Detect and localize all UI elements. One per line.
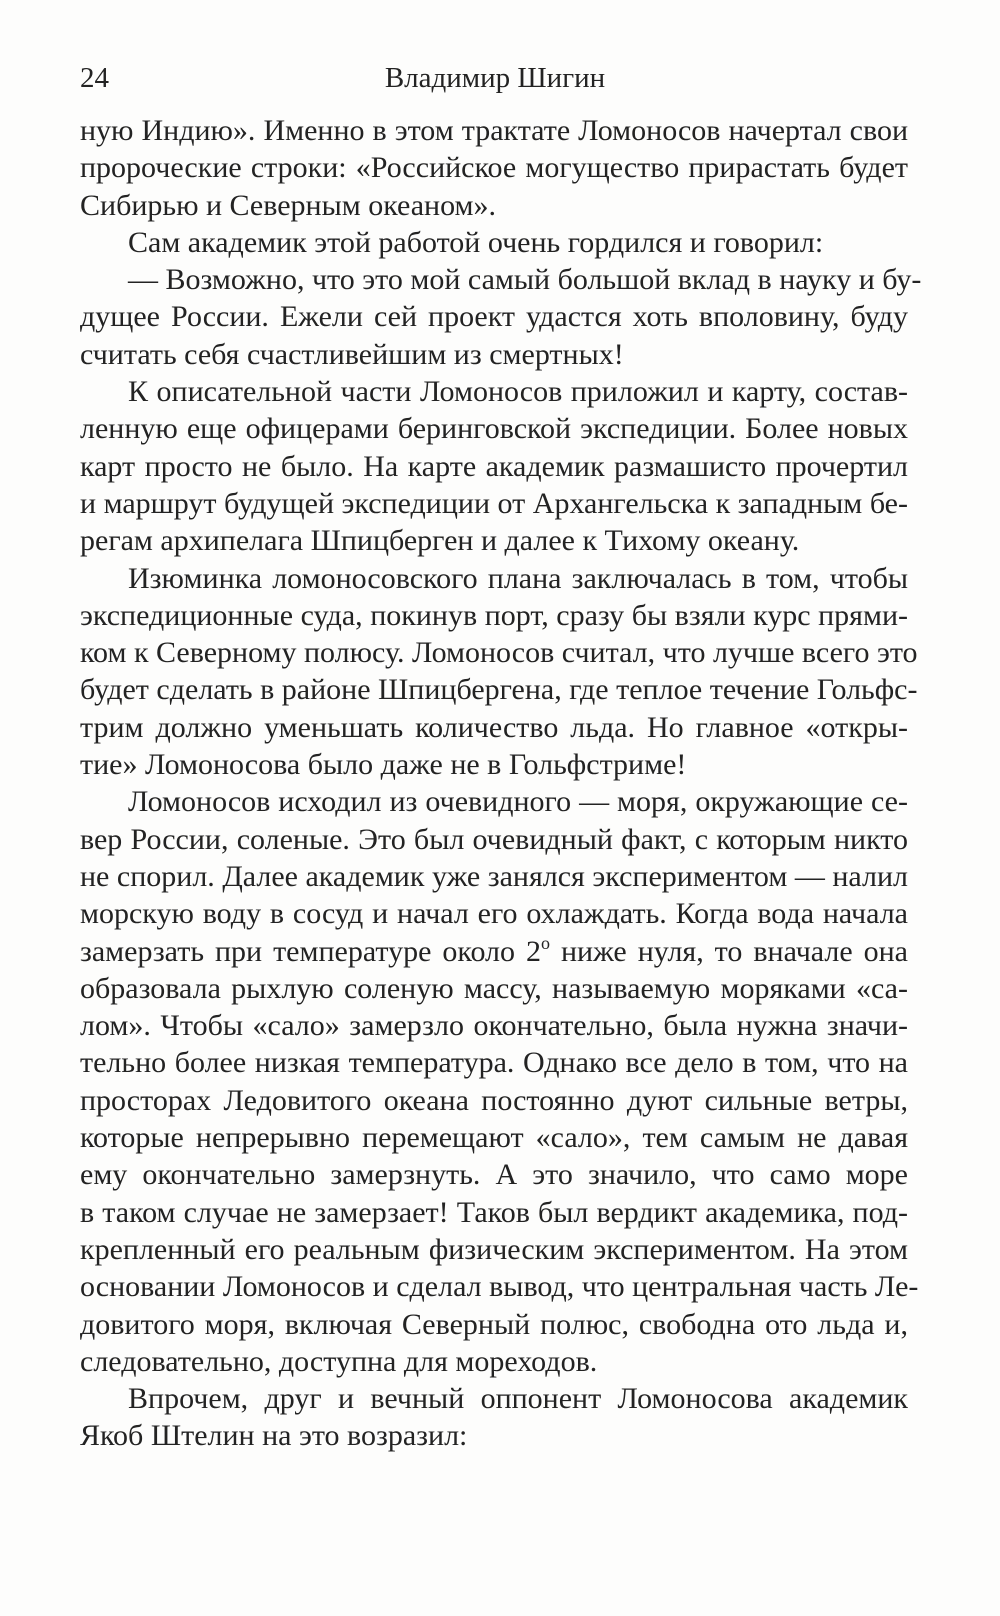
text-line: тельно более низкая температура. Однако все дело в том, что на <box>80 1046 908 1080</box>
text-line: ком к Северному полюсу. Ломоносов считал, что лучше всего это <box>80 636 918 670</box>
text-line: К описательной части Ломоносов приложил и карту, состав- <box>128 375 908 409</box>
text-line: не спорил. Далее академик уже занялся экспериментом — налил <box>80 859 908 893</box>
text-line: дущее России. Ежели сей проект удастся хоть вполовину, буду <box>80 300 908 334</box>
body-text <box>80 112 922 1455</box>
text-line: Сам академик этой работой очень гордился и говорил: <box>128 225 824 259</box>
text-line: экспедиционные суда, покинув порт, сразу бы взяли курс прями- <box>80 598 908 632</box>
text-line: Сибирью и Северным океаном». <box>80 188 497 222</box>
text-line-start: замерзать при температуре около 2 <box>80 934 541 968</box>
text-line: ленную еще офицерами беринговской экспедиции. Более новых <box>80 412 908 446</box>
text-line: ную Индию». Именно в этом трактате Ломоносов начертал свои <box>80 114 908 147</box>
text-line: следовательно, доступна для мореходов. <box>80 1344 598 1378</box>
text-line: Ломоносов исходил из очевидного — моря, окружающие се- <box>128 785 908 819</box>
text-line: считать себя счастливейшим из смертных! <box>80 337 624 371</box>
text-line: образовала рыхлую соленую массу, называемую моряками «са- <box>80 971 908 1005</box>
text-line: ему окончательно замерзнуть. А это значило, что само море <box>80 1158 908 1192</box>
text-line: Изюминка ломоносовского плана заключалась в том, чтобы <box>128 561 908 595</box>
running-title: Владимир Шигин <box>384 62 606 94</box>
text-line: просторах Ледовитого океана постоянно дуют сильные ветры, <box>80 1083 908 1117</box>
text-line: морскую воду в сосуд и начал его охлаждать. Когда вода начала <box>80 897 908 931</box>
text-line: пророческие строки: «Российское могущество прирастать будет <box>80 151 908 185</box>
text-line: — Возможно, что это мой самый большой вклад в науку и бу- <box>128 263 922 297</box>
text-line <box>80 933 908 970</box>
text-line: которые непрерывно перемещают «сало», тем самым не давая <box>80 1121 908 1155</box>
text-line: карт просто не было. На карте академик размашисто прочертил <box>80 449 908 483</box>
text-line: Якоб Штелин на это возразил: <box>80 1419 468 1453</box>
text-line: будет сделать в районе Шпицбергена, где теплое течение Гольфс- <box>80 673 918 707</box>
degree-mark: o <box>541 932 550 953</box>
text-line: Впрочем, друг и вечный оппонент Ломоносова академик <box>128 1382 908 1416</box>
page-number: 24 <box>80 62 109 94</box>
running-header <box>80 58 910 98</box>
text-line: довитого моря, включая Северный полюс, свободна ото льда и, <box>80 1307 908 1341</box>
text-line: и маршрут будущей экспедиции от Архангельска к западным бе- <box>80 486 908 520</box>
text-line: в таком случае не замерзает! Таков был вердикт академика, под- <box>80 1195 908 1229</box>
text-line: основании Ломоносов и сделал вывод, что центральная часть Ле- <box>80 1270 919 1304</box>
text-line: тие» Ломоносова было даже не в Гольфстриме! <box>80 748 687 782</box>
text-line: вер России, соленые. Это был очевидный факт, с которым никто <box>80 822 908 856</box>
text-line: крепленный его реальным физическим экспериментом. На этом <box>80 1232 908 1266</box>
text-line: регам архипелага Шпицберген и далее к Тихому океану. <box>80 524 800 558</box>
text-line: трим должно уменьшать количество льда. Но главное «откры- <box>80 710 908 744</box>
text-line-end: ниже нуля, то вначале она <box>550 934 908 968</box>
text-line: лом». Чтобы «сало» замерзло окончательно, была нужна значи- <box>80 1009 908 1043</box>
